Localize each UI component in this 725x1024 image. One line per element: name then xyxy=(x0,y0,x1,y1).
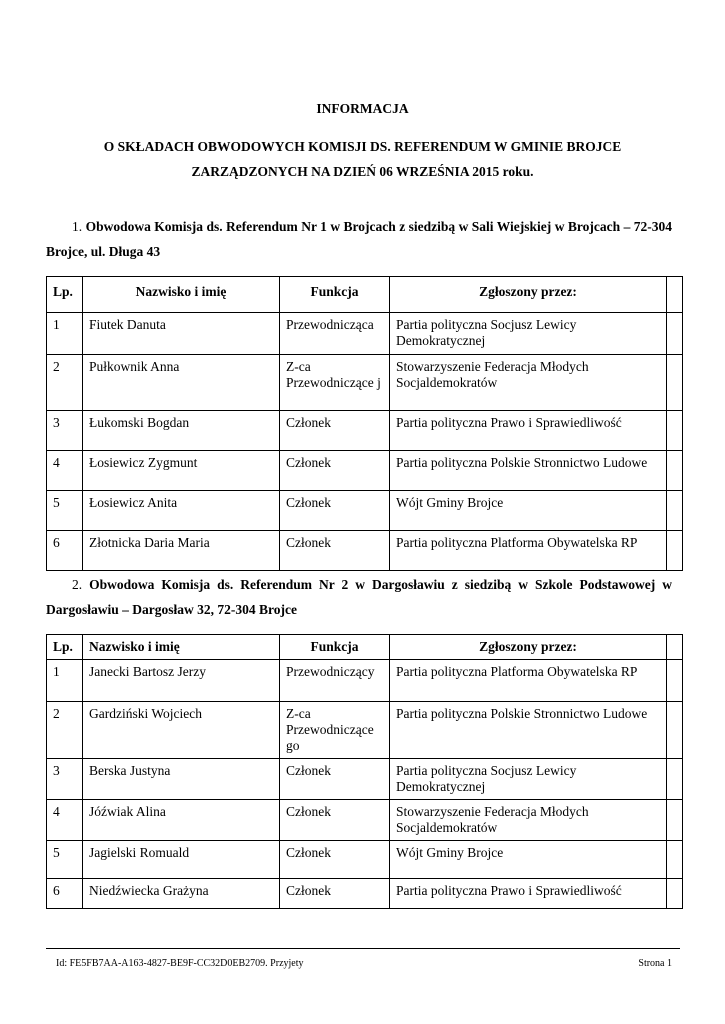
column-header-nominated-by: Zgłoszony przez: xyxy=(390,635,667,660)
table-row xyxy=(47,531,683,571)
cell-nominated-by: Wójt Gminy Brojce xyxy=(390,841,667,879)
cell-lp: 5 xyxy=(47,841,83,879)
column-header-lp: Lp. xyxy=(47,277,83,313)
document-id: Id: FE5FB7AA-A163-4827-BE9F-CC32D0EB2709. Przyjety xyxy=(56,958,304,969)
committee-1-table xyxy=(46,276,683,571)
column-header-extra xyxy=(667,277,683,313)
table-header-row xyxy=(47,277,683,313)
section-2-heading xyxy=(46,572,672,622)
cell-name: Łukomski Bogdan xyxy=(83,411,280,451)
document-title: INFORMACJA xyxy=(316,101,409,116)
cell-nominated-by: Partia polityczna Polskie Stronnictwo Ludowe xyxy=(390,451,667,491)
cell-nominated-by: Partia polityczna Prawo i Sprawiedliwość xyxy=(390,879,667,909)
cell-nominated-by: Partia polityczna Socjusz Lewicy Demokratycznej xyxy=(390,759,667,800)
table-row xyxy=(47,841,683,879)
cell-function: Członek xyxy=(280,531,390,571)
section-1-heading xyxy=(46,214,672,264)
table-header-row xyxy=(47,635,683,660)
table-row xyxy=(47,491,683,531)
cell-function: Członek xyxy=(280,879,390,909)
section-2-text: Obwodowa Komisja ds. Referendum Nr 2 w Dargosławiu z siedzibą w Szkole Podstawowej w Dargosławiu – Dargosław 32, 72-304 Brojce xyxy=(46,577,672,617)
table-row xyxy=(47,411,683,451)
cell-lp: 3 xyxy=(47,411,83,451)
cell-function: Członek xyxy=(280,759,390,800)
cell-name: Niedźwiecka Grażyna xyxy=(83,879,280,909)
cell-nominated-by: Partia polityczna Polskie Stronnictwo Ludowe xyxy=(390,702,667,759)
cell-lp: 6 xyxy=(47,879,83,909)
cell-extra xyxy=(667,451,683,491)
cell-lp: 5 xyxy=(47,491,83,531)
cell-extra xyxy=(667,800,683,841)
section-1-text: Obwodowa Komisja ds. Referendum Nr 1 w Brojcach z siedzibą w Sali Wiejskiej w Brojcach – 72-304 Brojce, ul. Długa 43 xyxy=(46,219,673,259)
cell-extra xyxy=(667,879,683,909)
section-1-number: 1. xyxy=(72,219,83,234)
cell-name: Łosiewicz Zygmunt xyxy=(83,451,280,491)
cell-lp: 6 xyxy=(47,531,83,571)
cell-lp: 2 xyxy=(47,355,83,411)
column-header-lp: Lp. xyxy=(47,635,83,660)
cell-extra xyxy=(667,491,683,531)
cell-name: Berska Justyna xyxy=(83,759,280,800)
cell-name: Gardziński Wojciech xyxy=(83,702,280,759)
column-header-function: Funkcja xyxy=(280,277,390,313)
cell-function: Przewodnicząca xyxy=(280,313,390,355)
cell-name: Fiutek Danuta xyxy=(83,313,280,355)
column-header-extra xyxy=(667,635,683,660)
section-2-number: 2. xyxy=(72,577,83,592)
table-row xyxy=(47,355,683,411)
cell-lp: 4 xyxy=(47,451,83,491)
cell-extra xyxy=(667,313,683,355)
footer-divider xyxy=(46,948,680,949)
cell-lp: 1 xyxy=(47,660,83,702)
cell-extra xyxy=(667,531,683,571)
table-row xyxy=(47,313,683,355)
page-number: Strona 1 xyxy=(638,958,672,969)
cell-function: Członek xyxy=(280,800,390,841)
cell-function: Członek xyxy=(280,491,390,531)
cell-function: Przewodniczący xyxy=(280,660,390,702)
cell-extra xyxy=(667,702,683,759)
cell-name: Złotnicka Daria Maria xyxy=(83,531,280,571)
column-header-function: Funkcja xyxy=(280,635,390,660)
table-row xyxy=(47,759,683,800)
cell-extra xyxy=(667,841,683,879)
cell-nominated-by: Stowarzyszenie Federacja Młodych Socjaldemokratów xyxy=(390,800,667,841)
cell-nominated-by: Stowarzyszenie Federacja Młodych Socjaldemokratów xyxy=(390,355,667,411)
cell-extra xyxy=(667,411,683,451)
cell-extra xyxy=(667,660,683,702)
table-row xyxy=(47,660,683,702)
cell-function: Z-ca Przewodniczące go xyxy=(280,702,390,759)
cell-lp: 1 xyxy=(47,313,83,355)
cell-name: Jagielski Romuald xyxy=(83,841,280,879)
column-header-name: Nazwisko i imię xyxy=(83,277,280,313)
document-subtitle-line-2: ZARZĄDZONYCH NA DZIEŃ 06 WRZEŚNIA 2015 roku. xyxy=(191,164,534,179)
table-row xyxy=(47,451,683,491)
cell-name: Łosiewicz Anita xyxy=(83,491,280,531)
cell-nominated-by: Wójt Gminy Brojce xyxy=(390,491,667,531)
cell-function: Członek xyxy=(280,451,390,491)
document-subtitle-line-1: O SKŁADACH OBWODOWYCH KOMISJI DS. REFERENDUM W GMINIE BROJCE xyxy=(103,139,622,154)
cell-extra xyxy=(667,355,683,411)
cell-function: Członek xyxy=(280,411,390,451)
cell-function: Członek xyxy=(280,841,390,879)
table-row xyxy=(47,800,683,841)
committee-2-table xyxy=(46,634,683,909)
cell-nominated-by: Partia polityczna Platforma Obywatelska RP xyxy=(390,660,667,702)
table-row xyxy=(47,702,683,759)
cell-name: Pułkownik Anna xyxy=(83,355,280,411)
cell-name: Jóźwiak Alina xyxy=(83,800,280,841)
cell-function: Z-ca Przewodniczące j xyxy=(280,355,390,411)
column-header-name: Nazwisko i imię xyxy=(83,635,280,660)
cell-extra xyxy=(667,759,683,800)
cell-nominated-by: Partia polityczna Socjusz Lewicy Demokratycznej xyxy=(390,313,667,355)
cell-nominated-by: Partia polityczna Platforma Obywatelska RP xyxy=(390,531,667,571)
table-row xyxy=(47,879,683,909)
cell-lp: 3 xyxy=(47,759,83,800)
cell-nominated-by: Partia polityczna Prawo i Sprawiedliwość xyxy=(390,411,667,451)
cell-lp: 2 xyxy=(47,702,83,759)
cell-lp: 4 xyxy=(47,800,83,841)
cell-name: Janecki Bartosz Jerzy xyxy=(83,660,280,702)
column-header-nominated-by: Zgłoszony przez: xyxy=(390,277,667,313)
